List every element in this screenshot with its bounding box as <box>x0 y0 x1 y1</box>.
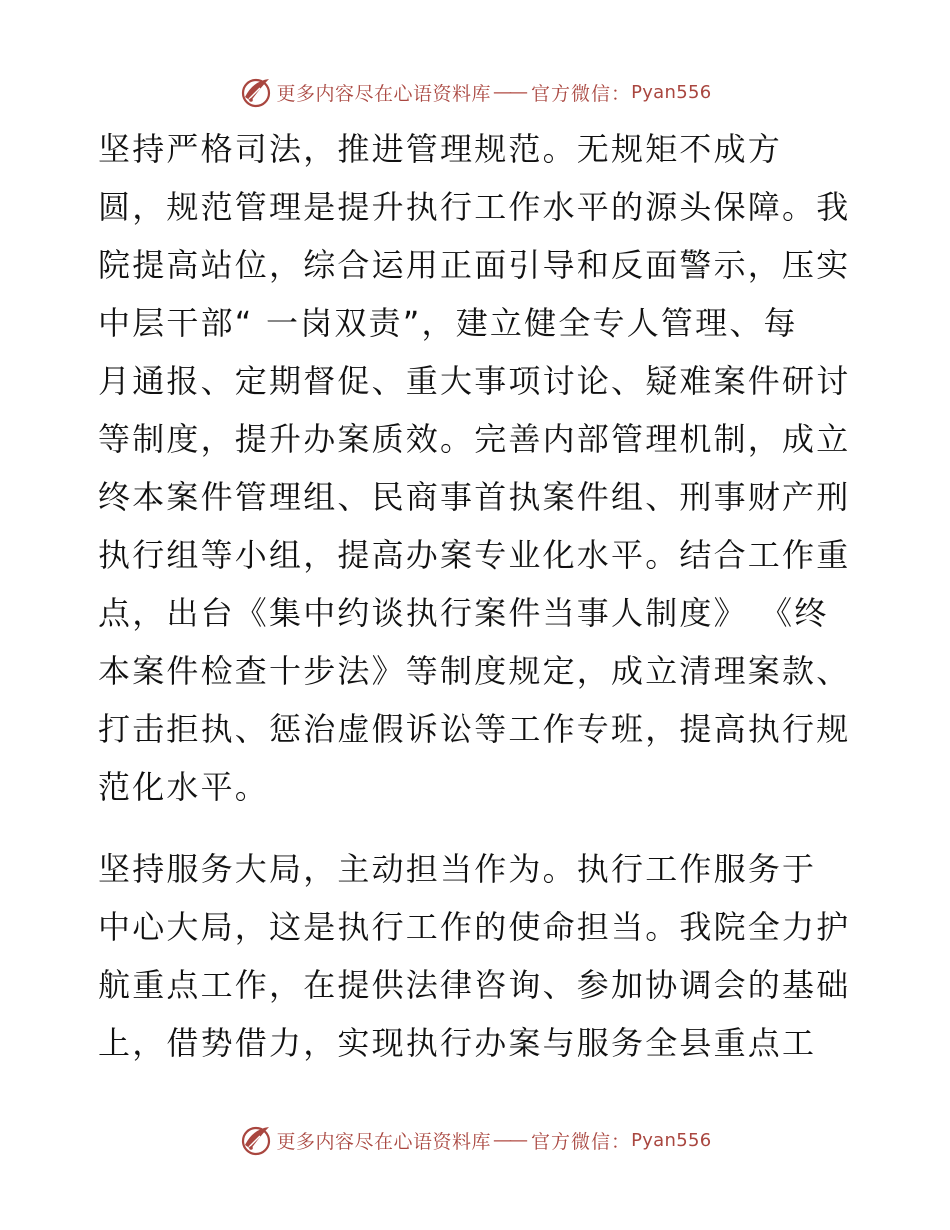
text-line: 等制度，提升办案质效。完善内部管理机制，成立 <box>98 420 851 458</box>
paragraph-2 <box>98 840 850 1072</box>
text-line: 执行组等小组，提高办案专业化水平。结合工作重 <box>98 536 851 574</box>
pen-nib-logo-icon <box>239 75 273 109</box>
text-line: 终本案件管理组、民商事首执案件组、刑事财产刑 <box>98 478 851 516</box>
footer-brand-text: 更多内容尽在心语资料库 <box>276 1130 492 1153</box>
header-wechat-id: Pyan556 <box>631 81 712 103</box>
pen-nib-logo-icon <box>239 1123 273 1157</box>
text-line: 中心大局，这是执行工作的使命担当。我院全力护 <box>98 908 851 946</box>
header-wechat-label: 官方微信： <box>531 82 632 105</box>
text-line: 坚持严格司法，推进管理规范。无规矩不成方 <box>98 130 783 168</box>
text-line: 坚持服务大局，主动担当作为。执行工作服务于 <box>98 850 817 888</box>
paragraph-1 <box>98 120 850 816</box>
text-line: 打击拒执、惩治虚假诉讼等工作专班，提高执行规 <box>98 710 851 748</box>
text-line: 点，出台《集中约谈执行案件当事人制度》 《终 <box>98 594 829 632</box>
header-brand-text: 更多内容尽在心语资料库 <box>276 82 492 105</box>
footer-dash: —— <box>493 1129 526 1151</box>
header-banner <box>0 72 950 112</box>
text-line: 航重点工作，在提供法律咨询、参加协调会的基础 <box>98 966 851 1004</box>
text-line: 院提高站位，综合运用正面引导和反面警示，压实 <box>98 246 851 284</box>
text-line: 范化水平。 <box>98 768 270 806</box>
text-line: 月通报、定期督促、重大事项讨论、疑难案件研讨 <box>98 362 851 400</box>
footer-wechat-id: Pyan556 <box>631 1129 712 1151</box>
text-line: 上，借势借力，实现执行办案与服务全县重点工 <box>98 1024 817 1062</box>
text-line: 本案件检查十步法》等制度规定，成立清理案款、 <box>98 652 851 690</box>
footer-wechat-label: 官方微信： <box>531 1130 632 1153</box>
text-line: 中层干部“ 一岗双责”，建立健全专人管理、每 <box>98 304 798 342</box>
footer-banner <box>0 1120 950 1160</box>
body-text <box>98 120 850 1072</box>
header-dash: —— <box>493 81 526 103</box>
text-line: 圆，规范管理是提升执行工作水平的源头保障。我 <box>98 188 851 226</box>
